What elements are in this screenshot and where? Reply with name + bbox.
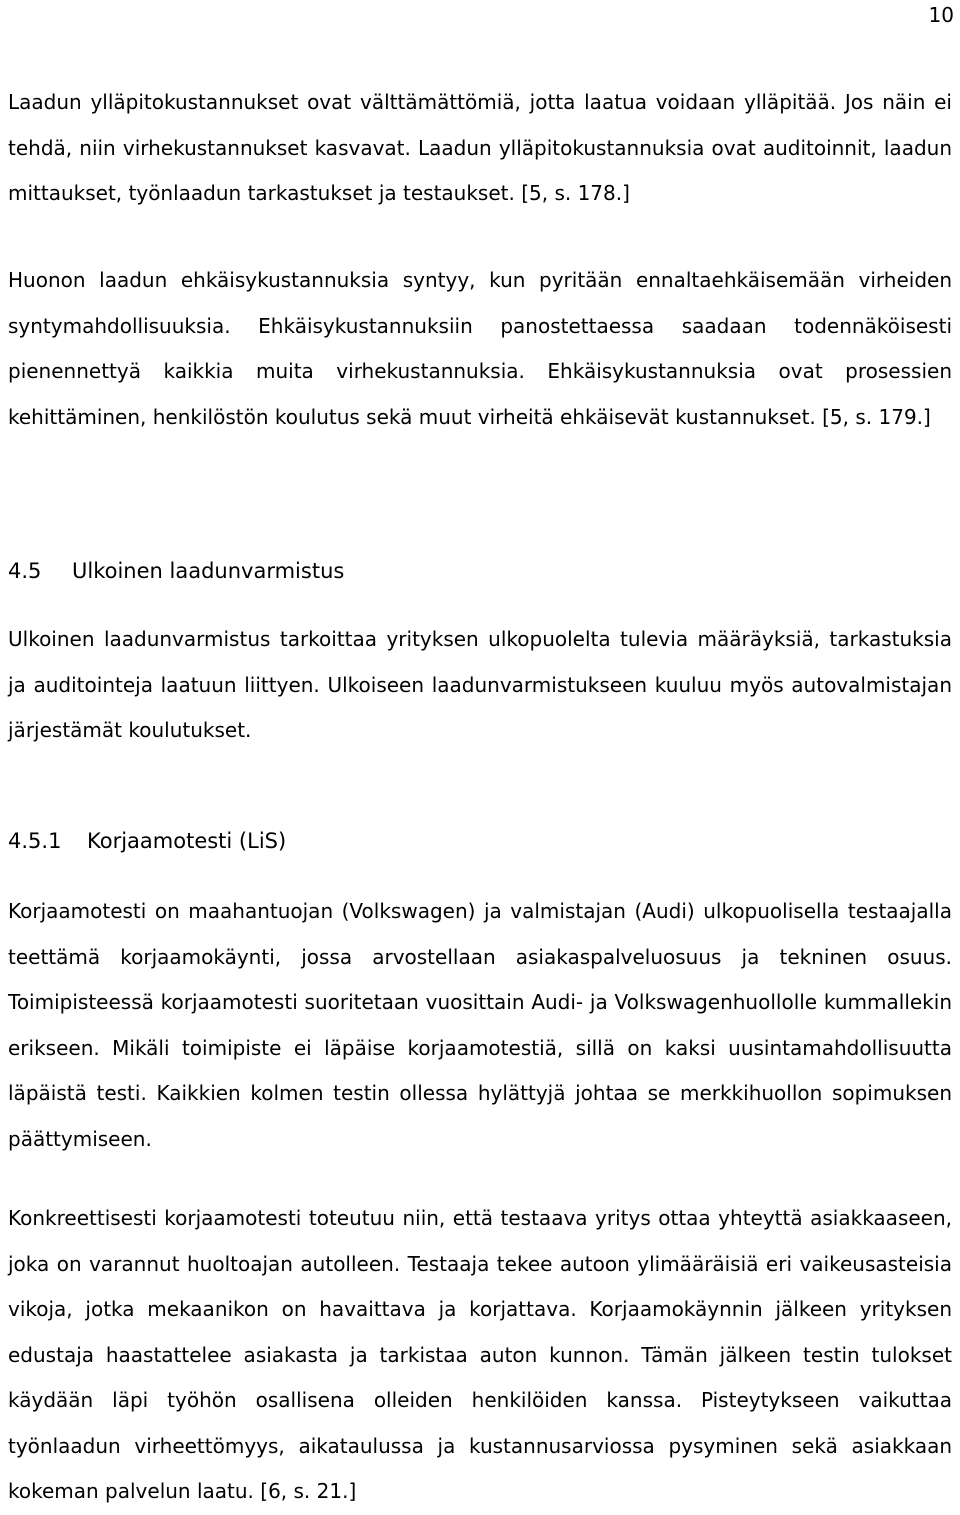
section-heading-4-5 [8, 556, 344, 586]
section-number: 4.5.1 [8, 829, 62, 853]
paragraph-maintenance-costs: Laadun ylläpitokustannukset ovat välttämättömiä, jotta laatua voidaan ylläpitää. Jos näin ei tehdä, niin virhekustannukset kasvavat. Laadun ylläpitokustannuksia ovat auditoinnit, laadun mittaukset, työnlaadun tarkastukset ja testaukset. [5, s. 178.] [8, 90, 952, 205]
section-number: 4.5 [8, 559, 42, 583]
section-title: Korjaamotesti (LiS) [87, 829, 287, 853]
page-number: 10 [928, 3, 954, 27]
section-heading-4-5-1 [8, 826, 286, 856]
paragraph-test-procedure: Konkreettisesti korjaamotesti toteutuu niin, että testaava yritys ottaa yhteyttä asiakkaaseen, joka on varannut huoltoajan autolleen. Testaaja tekee autoon ylimääräisiä eri vaikeusasteisia vikoja, jotka mekaanikon on havaittava ja korjattava. Korjaamokäynnin jälkeen yrityksen edustaja haastattelee asiakasta ja tarkistaa auton kunnon. Tämän jälkeen testin tulokset käydään läpi työhön osallisena olleiden henkilöiden kanssa. Pisteytykseen vaikuttaa työnlaadun virheettömyys, aikataulussa ja kustannusarviossa pysyminen sekä asiakkaan kokeman palvelun laatu. [6, s. 21.] [8, 1206, 952, 1503]
paragraph-prevention-costs: Huonon laadun ehkäisykustannuksia syntyy, kun pyritään ennaltaehkäisemään virheiden syntymahdollisuuksia. Ehkäisykustannuksiin panostettaessa saadaan todennäköisesti pienennettyä kaikkia muita virhekustannuksia. Ehkäisykustannuksia ovat prosessien kehittäminen, henkilöstön koulutus sekä muut virheitä ehkäisevät kustannukset. [5, s. 179.] [8, 268, 952, 429]
paragraph-external-quality: Ulkoinen laadunvarmistus tarkoittaa yrityksen ulkopuolelta tulevia määräyksiä, tarkastuksia ja auditointeja laatuun liittyen. Ulkoiseen laadunvarmistukseen kuuluu myös autovalmistajan järjestämät koulutukset. [8, 627, 952, 742]
paragraph-workshop-test: Korjaamotesti on maahantuojan (Volkswagen) ja valmistajan (Audi) ulkopuolisella testaajalla teettämä korjaamokäynti, jossa arvostellaan asiakaspalveluosuus ja tekninen osuus. Toimipisteessä korjaamotesti suoritetaan vuosittain Audi- ja Volkswagenhuollolle kummallekin erikseen. Mikäli toimipiste ei läpäise korjaamotestiä, sillä on kaksi uusintamahdollisuutta läpäistä testi. Kaikkien kolmen testin ollessa hylättyjä johtaa se merkkihuollon sopimuksen päättymiseen. [8, 899, 952, 1151]
section-title: Ulkoinen laadunvarmistus [72, 559, 345, 583]
